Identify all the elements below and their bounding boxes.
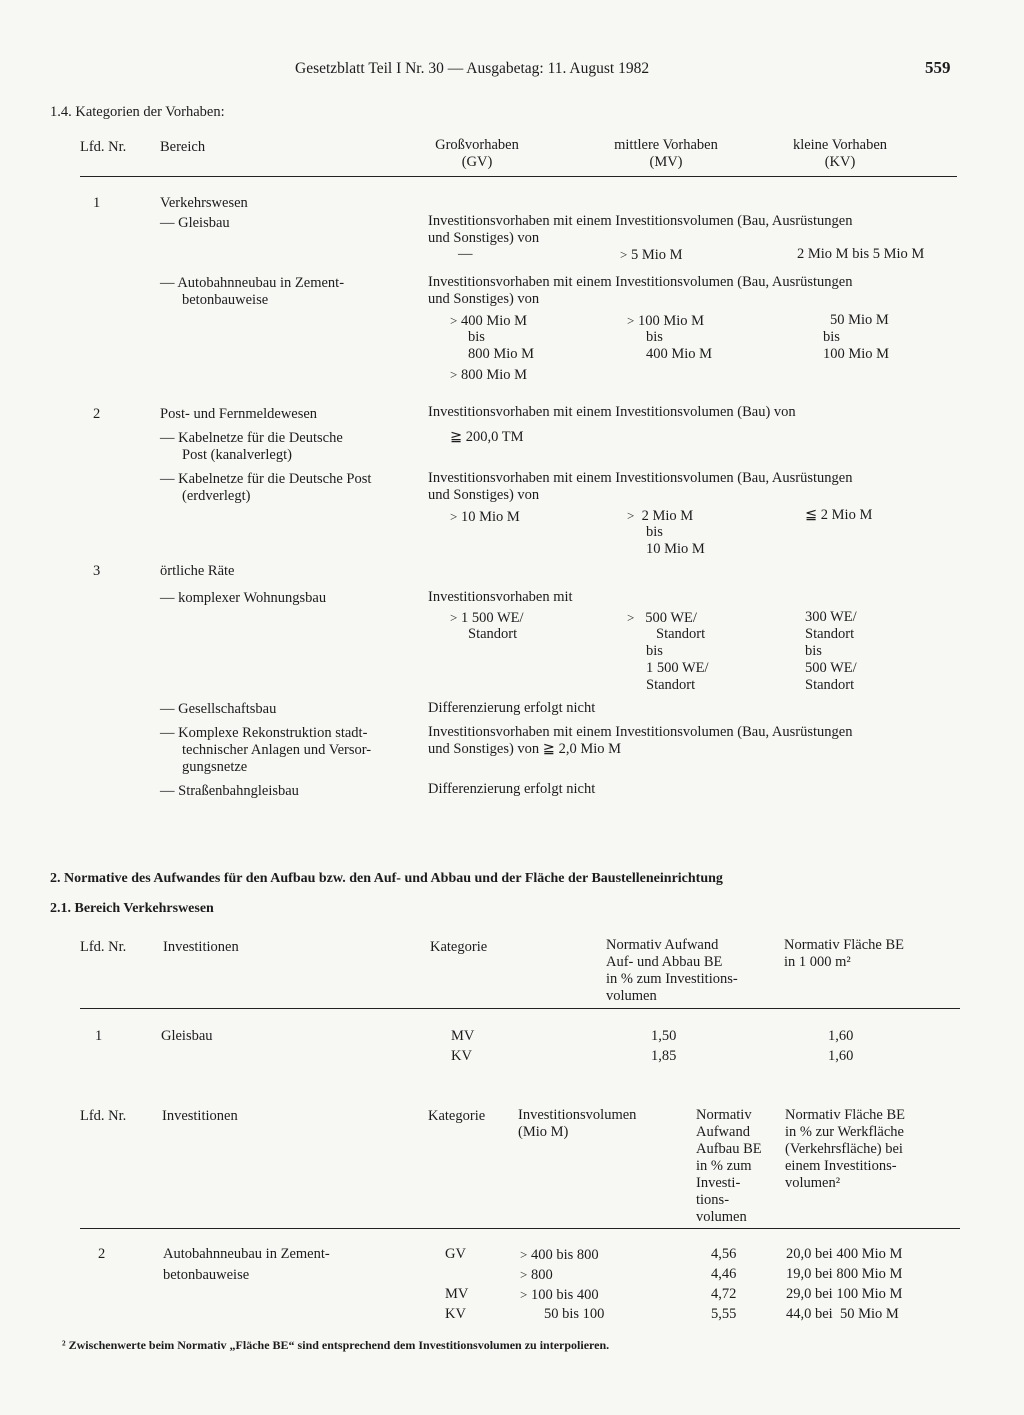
kategorie-cell: GV [445,1246,466,1262]
section-title-2-1: 2.1. Bereich Verkehrswesen [50,901,214,916]
aufwand-cell: 4,46 [711,1266,737,1282]
sub-item: — Komplexe Rekonstruktion stadt- [160,725,368,741]
sub-item-cont: technischer Anlagen und Versor- [182,742,372,758]
kv-value: 50 Mio M [830,312,889,328]
inv-text: Investitionsvorhaben mit einem Investitionsvolumen (Bau) von [428,404,796,420]
mv-value: bis [646,643,663,659]
gv-value: bis [468,329,485,345]
greater-equal-icon: ≧ [542,741,555,757]
kategorie-cell: KV [451,1048,472,1064]
mv-value: > 5 Mio M [620,247,683,263]
sub-item: — komplexer Wohnungsbau [160,590,327,606]
greater-than-icon: > [520,1247,528,1262]
kv-value: 500 WE/ [805,660,857,676]
kv-value: bis [805,643,822,659]
inv-text: und Sonstiges) von [428,230,540,246]
gv-value: — [458,246,473,262]
investition-label: Gleisbau [161,1028,213,1044]
col-header-normativ-flaeche: Normativ Fläche BE in 1 000 m² [784,937,905,970]
mv-value: > 2 Mio M [627,508,694,524]
mv-value: > 500 WE/ [627,610,697,626]
greater-than-icon: > [620,247,628,262]
section-title-1-4: 1.4. Kategorien der Vorhaben: [50,104,225,120]
gv-value: 800 Mio M [468,346,535,362]
col-header-normativ-flaeche: Normativ Fläche BE in % zur Werkfläche (Verkehrsfläche) bei einem Investitions- volumen² [785,1107,906,1191]
sub-item-cont: (erdverlegt) [182,488,251,504]
aufwand-cell: 1,85 [651,1048,677,1064]
greater-than-icon: > [520,1267,528,1282]
kategorie-cell: MV [445,1286,469,1302]
flaeche-cell: 20,0 bei 400 Mio M [786,1246,903,1262]
table-rule [80,1008,960,1009]
kv-value: 300 WE/ [805,609,857,625]
mv-value: Standort [646,677,696,693]
inv-text: Investitionsvorhaben mit [428,589,573,605]
col-header-investitionen: Investitionen [162,1108,238,1124]
greater-than-icon: > [627,508,635,523]
greater-than-icon: > [627,610,635,625]
flaeche-cell: 19,0 bei 800 Mio M [786,1266,903,1282]
gv-value: Standort [468,626,518,642]
inv-text: und Sonstiges) von ≧ 2,0 Mio M [428,741,622,757]
volumen-cell: > 100 bis 400 [520,1287,599,1303]
mv-value: 10 Mio M [646,541,705,557]
gv-value: > 400 Mio M [450,313,528,329]
investition-label-cont: betonbauweise [163,1267,250,1283]
col-header-kategorie: Kategorie [430,939,488,955]
sub-item-cont: Post (kanalverlegt) [182,447,292,463]
col-header-mv: mittlere Vorhaben (MV) [614,137,718,170]
col-header-investitionsvolumen: Investitionsvolumen (Mio M) [518,1107,637,1140]
row-nr: 1 [93,195,101,211]
col-header-investitionen: Investitionen [163,939,239,955]
gv-value: > 10 Mio M [450,509,520,525]
col-header-nr: Lfd. Nr. [80,939,127,955]
less-equal-icon: ≦ [805,507,818,523]
sub-item-cont: betonbauweise [182,292,269,308]
mv-value: bis [646,524,663,540]
sub-item: — Straßenbahngleisbau [160,783,299,799]
inv-text: Investitionsvorhaben mit einem Investitionsvolumen (Bau, Ausrüstungen [428,470,853,486]
kategorie-cell: MV [451,1028,475,1044]
bereich-label: Post- und Fernmeldewesen [160,406,318,422]
mv-value: bis [646,329,663,345]
footnote: ² Zwischenwerte beim Normativ „Fläche BE“ sind entsprechend dem Investitionsvolumen zu interpolieren. [62,1338,610,1352]
section-title-2: 2. Normative des Aufwandes für den Aufbau bzw. den Auf- und Abbau und der Fläche der Baustelleneinrichtung [50,871,723,886]
kv-value: 2 Mio M bis 5 Mio M [797,246,925,262]
greater-equal-icon: ≧ [450,429,463,445]
bereich-label: Verkehrswesen [160,195,248,211]
col-header-bereich: Bereich [160,139,206,155]
greater-than-icon: > [450,509,458,524]
mv-value: 1 500 WE/ [646,660,709,676]
aufwand-cell: 4,72 [711,1286,737,1302]
flaeche-cell: 44,0 bei 50 Mio M [786,1306,899,1322]
inv-text: und Sonstiges) von [428,487,540,503]
aufwand-cell: 4,56 [711,1246,737,1262]
col-header-nr: Lfd. Nr. [80,1108,127,1124]
col-header-kategorie: Kategorie [428,1108,486,1124]
col-header-normativ-aufwand: Normativ Aufwand Aufbau BE in % zum Investi- tions- volumen [696,1107,762,1225]
sub-item: — Autobahnneubau in Zement- [160,275,345,291]
kategorie-cell: KV [445,1306,466,1322]
flaeche-cell: 29,0 bei 100 Mio M [786,1286,903,1302]
table-rule [80,176,957,177]
greater-than-icon: > [450,313,458,328]
inv-text: Differenzierung erfolgt nicht [428,700,596,716]
gv-value: > 1 500 WE/ [450,610,524,626]
inv-text: und Sonstiges) von [428,291,540,307]
aufwand-cell: 5,55 [711,1306,737,1322]
kv-value: 100 Mio M [823,346,890,362]
inv-text: Investitionsvorhaben mit einem Investitionsvolumen (Bau, Ausrüstungen [428,213,853,229]
mv-value: 400 Mio M [646,346,713,362]
inv-text: Investitionsvorhaben mit einem Investitionsvolumen (Bau, Ausrüstungen [428,724,853,740]
inv-text: Differenzierung erfolgt nicht [428,781,596,797]
flaeche-cell: 1,60 [828,1048,854,1064]
investition-label: Autobahnneubau in Zement- [163,1246,330,1262]
running-header: Gesetzblatt Teil I Nr. 30 — Ausgabetag: 11. August 1982 [295,60,650,77]
col-header-gv: Großvorhaben (GV) [435,137,519,170]
page-number: 559 [925,58,951,77]
greater-than-icon: > [450,610,458,625]
col-header-nr: Lfd. Nr. [80,139,127,155]
sub-item-cont: gungsnetze [182,759,248,775]
gv-value: ≧ 200,0 TM [450,429,524,445]
kv-value: Standort [805,677,855,693]
inv-text: Investitionsvorhaben mit einem Investitionsvolumen (Bau, Ausrüstungen [428,274,853,290]
sub-item: — Gleisbau [160,215,230,231]
volumen-cell: 50 bis 100 [544,1306,605,1322]
col-header-normativ-aufwand: Normativ Aufwand Auf- und Abbau BE in % zum Investitions- volumen [606,937,738,1004]
sub-item: — Kabelnetze für die Deutsche Post [160,471,372,487]
sub-item: — Gesellschaftsbau [160,701,277,717]
bereich-label: örtliche Räte [160,563,235,579]
kv-value: bis [823,329,840,345]
aufwand-cell: 1,50 [651,1028,677,1044]
row-nr: 2 [98,1246,106,1262]
gv-value: > 800 Mio M [450,367,528,383]
row-nr: 1 [95,1028,103,1044]
kv-value: Standort [805,626,855,642]
mv-value: Standort [656,626,706,642]
sub-item: — Kabelnetze für die Deutsche [160,430,343,446]
volumen-cell: > 800 [520,1267,553,1283]
flaeche-cell: 1,60 [828,1028,854,1044]
mv-value: > 100 Mio M [627,313,705,329]
volumen-cell: > 400 bis 800 [520,1247,599,1263]
kv-value: ≦ 2 Mio M [805,507,873,523]
greater-than-icon: > [450,367,458,382]
table-rule [80,1228,960,1229]
col-header-kv: kleine Vorhaben (KV) [792,137,888,170]
row-nr: 2 [93,406,101,422]
greater-than-icon: > [520,1287,528,1302]
greater-than-icon: > [627,313,635,328]
row-nr: 3 [93,563,101,579]
